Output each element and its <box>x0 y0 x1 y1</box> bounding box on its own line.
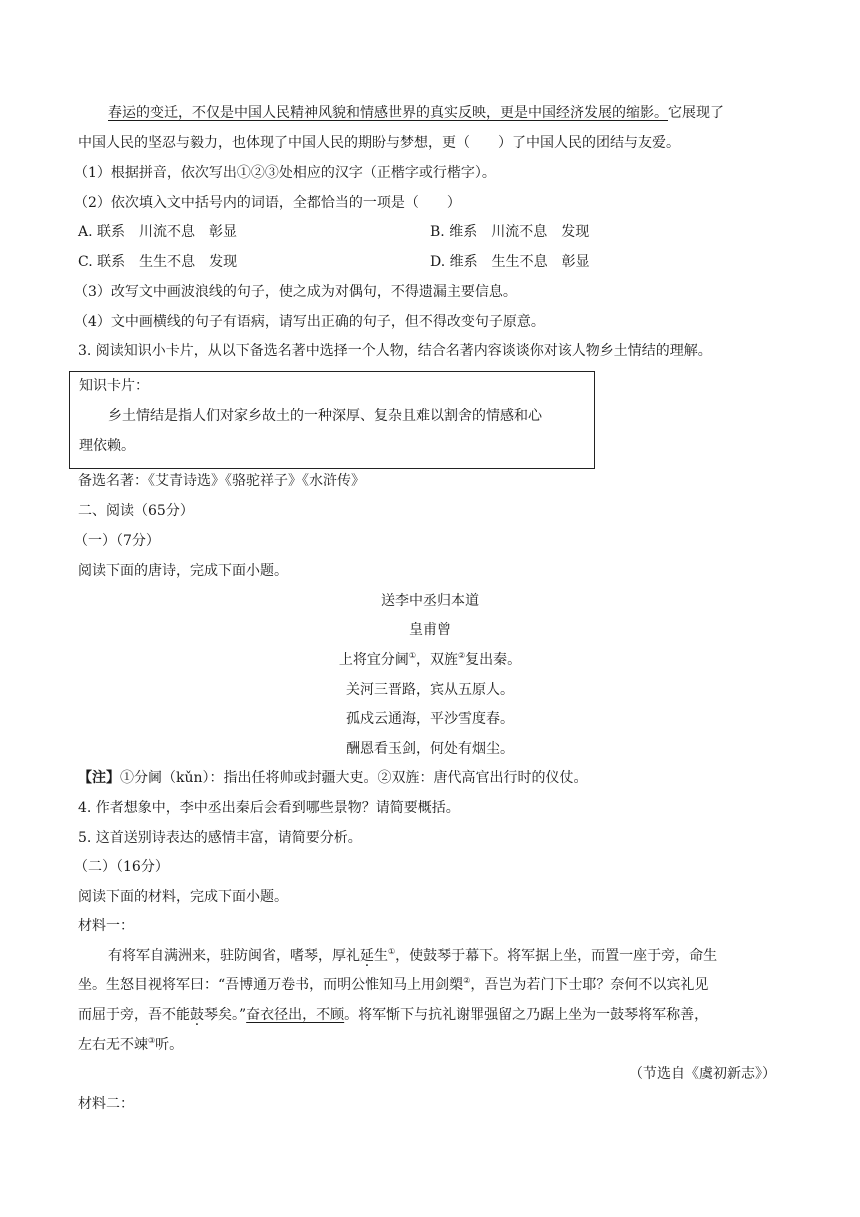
dotted-char: 延 <box>360 948 374 964</box>
item-3: 3. 阅读知识小卡片，从以下备选名著中选择一个人物，结合名著内容谈谈你对该人物乡土情结的理解。 <box>78 343 712 359</box>
poem-author: 皇甫曾 <box>409 622 451 638</box>
poem-note: 【注】①分阃（kǔn）：指出任将帅或封疆大吏。②双旌：唐代高官出行时的仪仗。 <box>78 770 588 786</box>
dotted-char: 鼓 <box>190 1007 204 1023</box>
option-c: C. 联系 生生不息 发现 <box>78 254 238 270</box>
section-2-heading: 二、阅读（65分） <box>78 503 194 519</box>
books-list: 备选名著：《艾青诗选》《骆驼祥子》《水浒传》 <box>78 473 365 489</box>
question-3: （3）改写文中画波浪线的句子，使之成为对偶句，不得遗漏主要信息。 <box>74 284 517 300</box>
option-b: B. 维系 川流不息 发现 <box>430 224 590 240</box>
para1-line2: 中国人民的坚忍与毅力，也体现了中国人民的期盼与梦想，更（ ）了中国人民的团结与友爱。 <box>78 135 680 151</box>
poem-line-3: 孤戍云通海，平沙雪度春。 <box>346 711 514 727</box>
material-2-title: 材料二： <box>78 1096 134 1112</box>
source-citation: （节选自《虞初新志》） <box>629 1066 776 1082</box>
question-1: （1）根据拼音，依次写出①②③处相应的汉字（正楷字或行楷字）。 <box>74 165 496 181</box>
poem-line-1: 上将宜分阃①，双旌②复出秦。 <box>338 651 522 668</box>
part-1-intro: 阅读下面的唐诗，完成下面小题。 <box>78 563 288 579</box>
option-d: D. 维系 生生不息 彰显 <box>430 254 590 270</box>
material-1-line-1: 有将军自满洲来，驻防闽省，嗜琴，厚礼延生①，使鼓琴于幕下。将军据上坐，而置一座于旁，命生 <box>108 947 718 964</box>
material-1-line-4: 左右无不竦③听。 <box>78 1036 184 1053</box>
card-title: 知识卡片： <box>79 378 149 394</box>
item-4: 4. 作者想象中，李中丞出秦后会看到哪些景物？请简要概括。 <box>78 800 460 816</box>
underlined-sentence: 奋衣径出，不顾 <box>246 1007 345 1023</box>
question-2: （2）依次填入文中括号内的词语，全都恰当的一项是（ ） <box>74 195 461 211</box>
para1-line1: 春运的变迁，不仅是中国人民精神风貌和情感世界的真实反映，更是中国经济发展的缩影。它展现了 <box>108 105 724 121</box>
part-1-heading: （一）（7分） <box>74 533 160 549</box>
part-2-heading: （二）（16分） <box>74 859 169 875</box>
material-1-line-2: 坐。生怒目视将军曰：“吾博通万卷书，而明公惟知马上用剑槊②，吾岂为若门下士耶？奈何不以宾礼见 <box>78 976 709 993</box>
card-line-1: 乡土情结是指人们对家乡故土的一种深厚、复杂且难以割舍的情感和心 <box>108 408 542 424</box>
card-line-2: 理依赖。 <box>79 438 135 454</box>
item-5: 5. 这首送别诗表达的感情丰富，请简要分析。 <box>78 830 362 846</box>
material-1-line-3: 而屈于旁，吾不能鼓琴矣。”奋衣径出，不顾。将军惭下与抗礼谢罪强留之乃踞上坐为一鼓琴将军称善， <box>78 1007 709 1023</box>
poem-line-2: 关河三晋路，宾从五原人。 <box>346 682 514 698</box>
question-4: （4）文中画横线的句子有语病，请写出正确的句子，但不得改变句子原意。 <box>74 314 545 330</box>
poem-title: 送李中丞归本道 <box>381 593 479 609</box>
material-1-title: 材料一： <box>78 918 134 934</box>
poem-line-4: 酬恩看玉剑，何处有烟尘。 <box>346 741 514 757</box>
knowledge-card <box>69 371 595 469</box>
underlined-sentence: 春运的变迁，不仅是中国人民精神风貌和情感世界的真实反映，更是中国经济发展的缩影。 <box>108 105 668 121</box>
option-a: A. 联系 川流不息 彰显 <box>78 224 238 240</box>
part-2-intro: 阅读下面的材料，完成下面小题。 <box>78 889 288 905</box>
